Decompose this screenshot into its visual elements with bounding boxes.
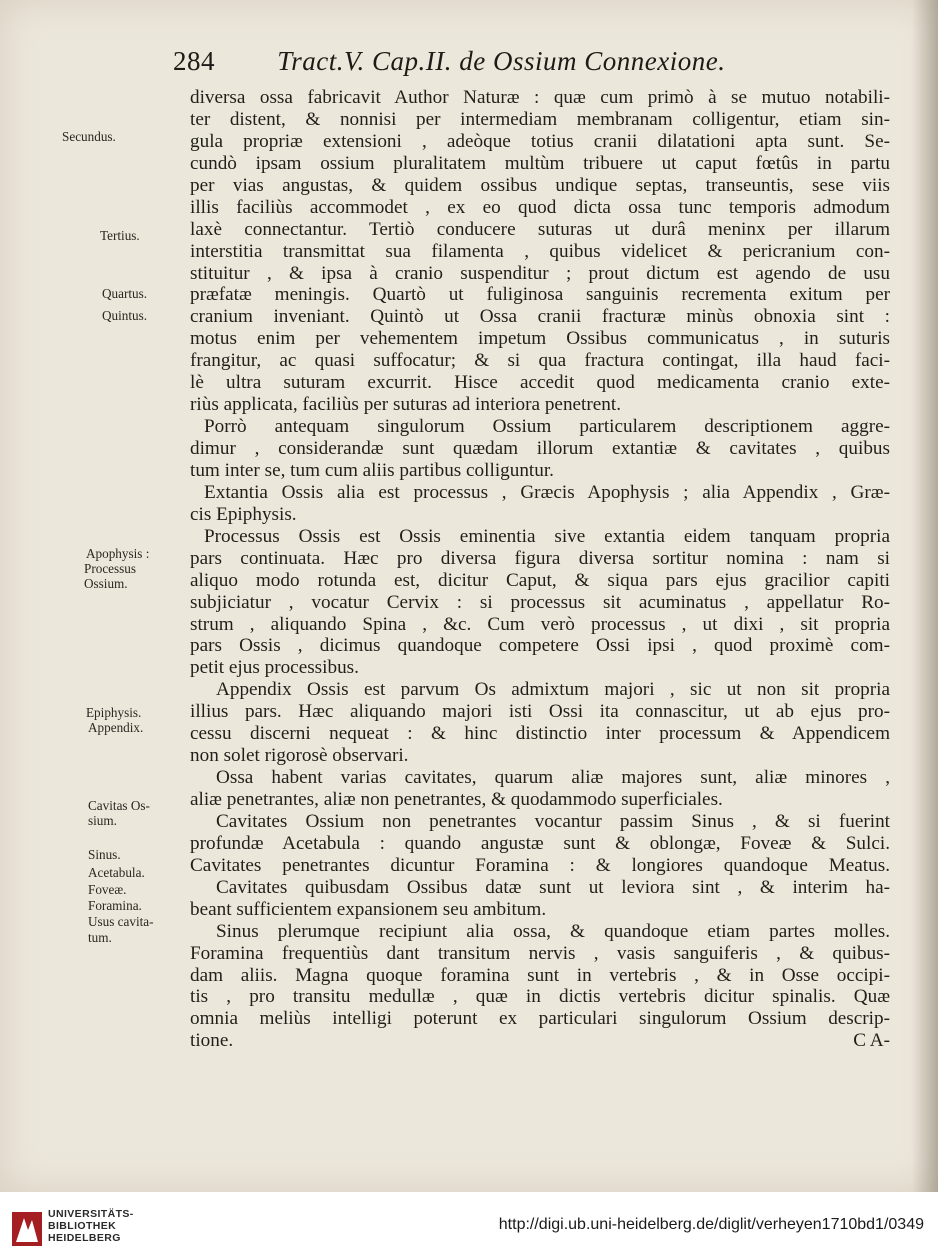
body-text [190,87,890,1052]
text-line: illius pars. Hæc aliquando majori isti Ossi ita connascitur, ut ab ejus pro- [190,701,890,723]
logo-line: BIBLIOTHEK [48,1220,117,1232]
text-line: profundæ Acetabula : quando angustæ sunt & oblongæ, Foveæ & Sulci. [190,832,890,854]
page-number: 284 [173,46,215,76]
text-line: diversa ossa fabricavit Author Naturæ : quæ cum primò à se mutuo notabili- [190,87,890,108]
margin-note: Usus cavita- [88,914,154,929]
running-header [173,46,893,84]
margin-note: Epiphysis. [86,705,142,720]
margin-note: Quartus. [102,286,148,301]
text-line: interstitia transmittat sua filamenta , quibus videlicet & pericranium con- [190,240,890,262]
text-line: illis faciliùs accommodet , ex eo quod dicta ossa tunc temporis admodum [190,196,890,218]
library-name [48,1208,134,1244]
margin-note: Tertius. [100,228,140,243]
text-line: pars continuata. Hæc pro diversa figura diversa sortitur nomina : nam si [190,547,890,569]
text-line: frangitur, ac quasi suffocatur; & si qua fractura contingat, illa haud faci- [190,350,890,372]
text-line: petit ejus processibus. [190,657,359,679]
text-line: dam aliis. Magna quoque foramina sunt in vertebris , & in Osse occipi- [190,964,890,986]
text-line: dimur , considerandæ sunt quædam illorum extantiæ & cavitates , quibus [190,438,890,459]
text-line: cis Epiphysis. [190,503,297,525]
text-line: tis , pro transitu medullæ , quæ in dictis vertebris dicitur spinalis. Quæ [190,986,890,1008]
running-title: Tract.V. Cap.II. de Ossium Connexione. [277,46,726,76]
text-line: cundò ipsam ossium pluralitatem multùm tribuere ut caput fœtûs in partu [190,152,890,174]
text-line: Foramina frequentiùs dant transitum nervis , vasis sanguiferis , & quibus- [190,942,890,964]
text-line: cessu discerni nequeat : & hinc distinctio inter processum & Appendicem [190,723,890,745]
text-line: Cavitates penetrantes dicuntur Foramina : & longiores quandoque Meatus. [190,854,890,876]
paragraph-start-line: Sinus plerumque recipiunt alia ossa, & quandoque etiam partes molles. [216,920,890,942]
paragraph-start-line: Cavitates Ossium non penetrantes vocantur passim Sinus , & si fuerint [216,810,890,832]
margin-note: Processus [84,561,137,576]
text-line: riùs applicata, faciliùs per suturas ad interiora penetrent. [190,394,622,416]
text-line: præfatæ meningis. Quartò ut fuliginosa sanguinis recrementa exitum per [190,284,890,306]
text-line: subjiciatur , vocatur Cervix : si processus sit acuminatus , appellatur Ro- [190,591,890,613]
paragraph-start-line: Appendix Ossis est parvum Os admixtum majori , sic ut non sit propria [216,679,890,701]
logo-line: HEIDELBERG [48,1232,121,1244]
margin-note: Quintus. [102,308,148,323]
paragraph-start-line: Ossa habent varias cavitates, quarum aliæ majores sunt, aliæ minores , [216,767,890,789]
text-line: tione. [190,1030,234,1052]
text-line: omnia meliùs intelligi poterunt ex particulari singulorum Ossium descrip- [190,1008,890,1030]
text-line: tum inter se, tum cum aliis partibus colliguntur. [190,459,554,481]
catchword: C A- [853,1030,890,1052]
paragraph-start-line: Cavitates quibusdam Ossibus datæ sunt ut leviora sint , & interim ha- [216,876,890,898]
logo-line: UNIVERSITÄTS- [48,1208,134,1220]
text-line: beant sufficientem expansionem seu ambitum. [190,898,547,920]
text-line: ter distent, & nonnisi per intermediam membranam colligentur, etiam sin- [190,108,890,130]
paragraph-start-line: Extantia Ossis alia est processus , Græcis Apophysis ; alia Appendix , Græ- [204,481,890,503]
text-line: strum , aliquando Spina , &c. Cum verò processus , ut dixi , sit propria [190,613,890,635]
margin-note: Apophysis : [86,546,150,561]
margin-note: Foveæ. [88,882,127,897]
margin-note: Ossium. [84,576,128,591]
text-line: laxè connectantur. Tertiò conducere suturas ut durâ meninx per illarum [190,218,890,240]
text-line: aliæ penetrantes, aliæ non penetrantes, & quodammodo superficiales. [190,789,723,810]
paragraph-start-line: Porrò antequam singulorum Ossium particularem descriptionem aggre- [204,416,890,438]
text-line: lè ultra suturam excurrit. Hisce accedit quod medicamenta cranio exte- [190,372,890,394]
margin-note: Foramina. [88,898,142,913]
margin-note: Acetabula. [88,865,145,880]
margin-note: Cavitas Os- [88,798,150,813]
text-line: gula propriæ extensioni , adeòque totius cranii dilatationi apta sunt. Se- [190,130,890,152]
text-line: pars Ossis , dicimus quandoque competere Ossi ipsi , quod proximè com- [190,635,890,657]
text-line: motus enim per vehementem impetum Ossibus communicatus , in suturis [190,328,890,350]
margin-note: sium. [88,813,117,828]
text-line: per vias angustas, & quidem ossibus undique septas, transeuntis, sese viis [190,174,890,196]
margin-note: Secundus. [62,129,116,144]
margin-note: Sinus. [88,847,121,862]
source-url[interactable]: http://digi.ub.uni-heidelberg.de/diglit/verheyen1710bd1/0349 [498,1216,924,1233]
margin-note: tum. [88,930,112,945]
text-line: stituitur , & ipsa à cranio suspenditur ; prout dictum est agendo de usu [190,262,890,284]
text-line: aliquo modo rotunda est, dicitur Caput, & siqua pars ejus gracilior capiti [190,569,890,591]
paragraph-start-line: Processus Ossis est Ossis eminentia sive extantia eidem tanquam propria [204,525,890,547]
margin-note: Appendix. [88,720,144,735]
text-line: non solet rigorosè observari. [190,745,409,767]
text-line: cranium inveniant. Quintò ut Ossa cranii fracturæ minùs obnoxia sint : [190,306,890,328]
